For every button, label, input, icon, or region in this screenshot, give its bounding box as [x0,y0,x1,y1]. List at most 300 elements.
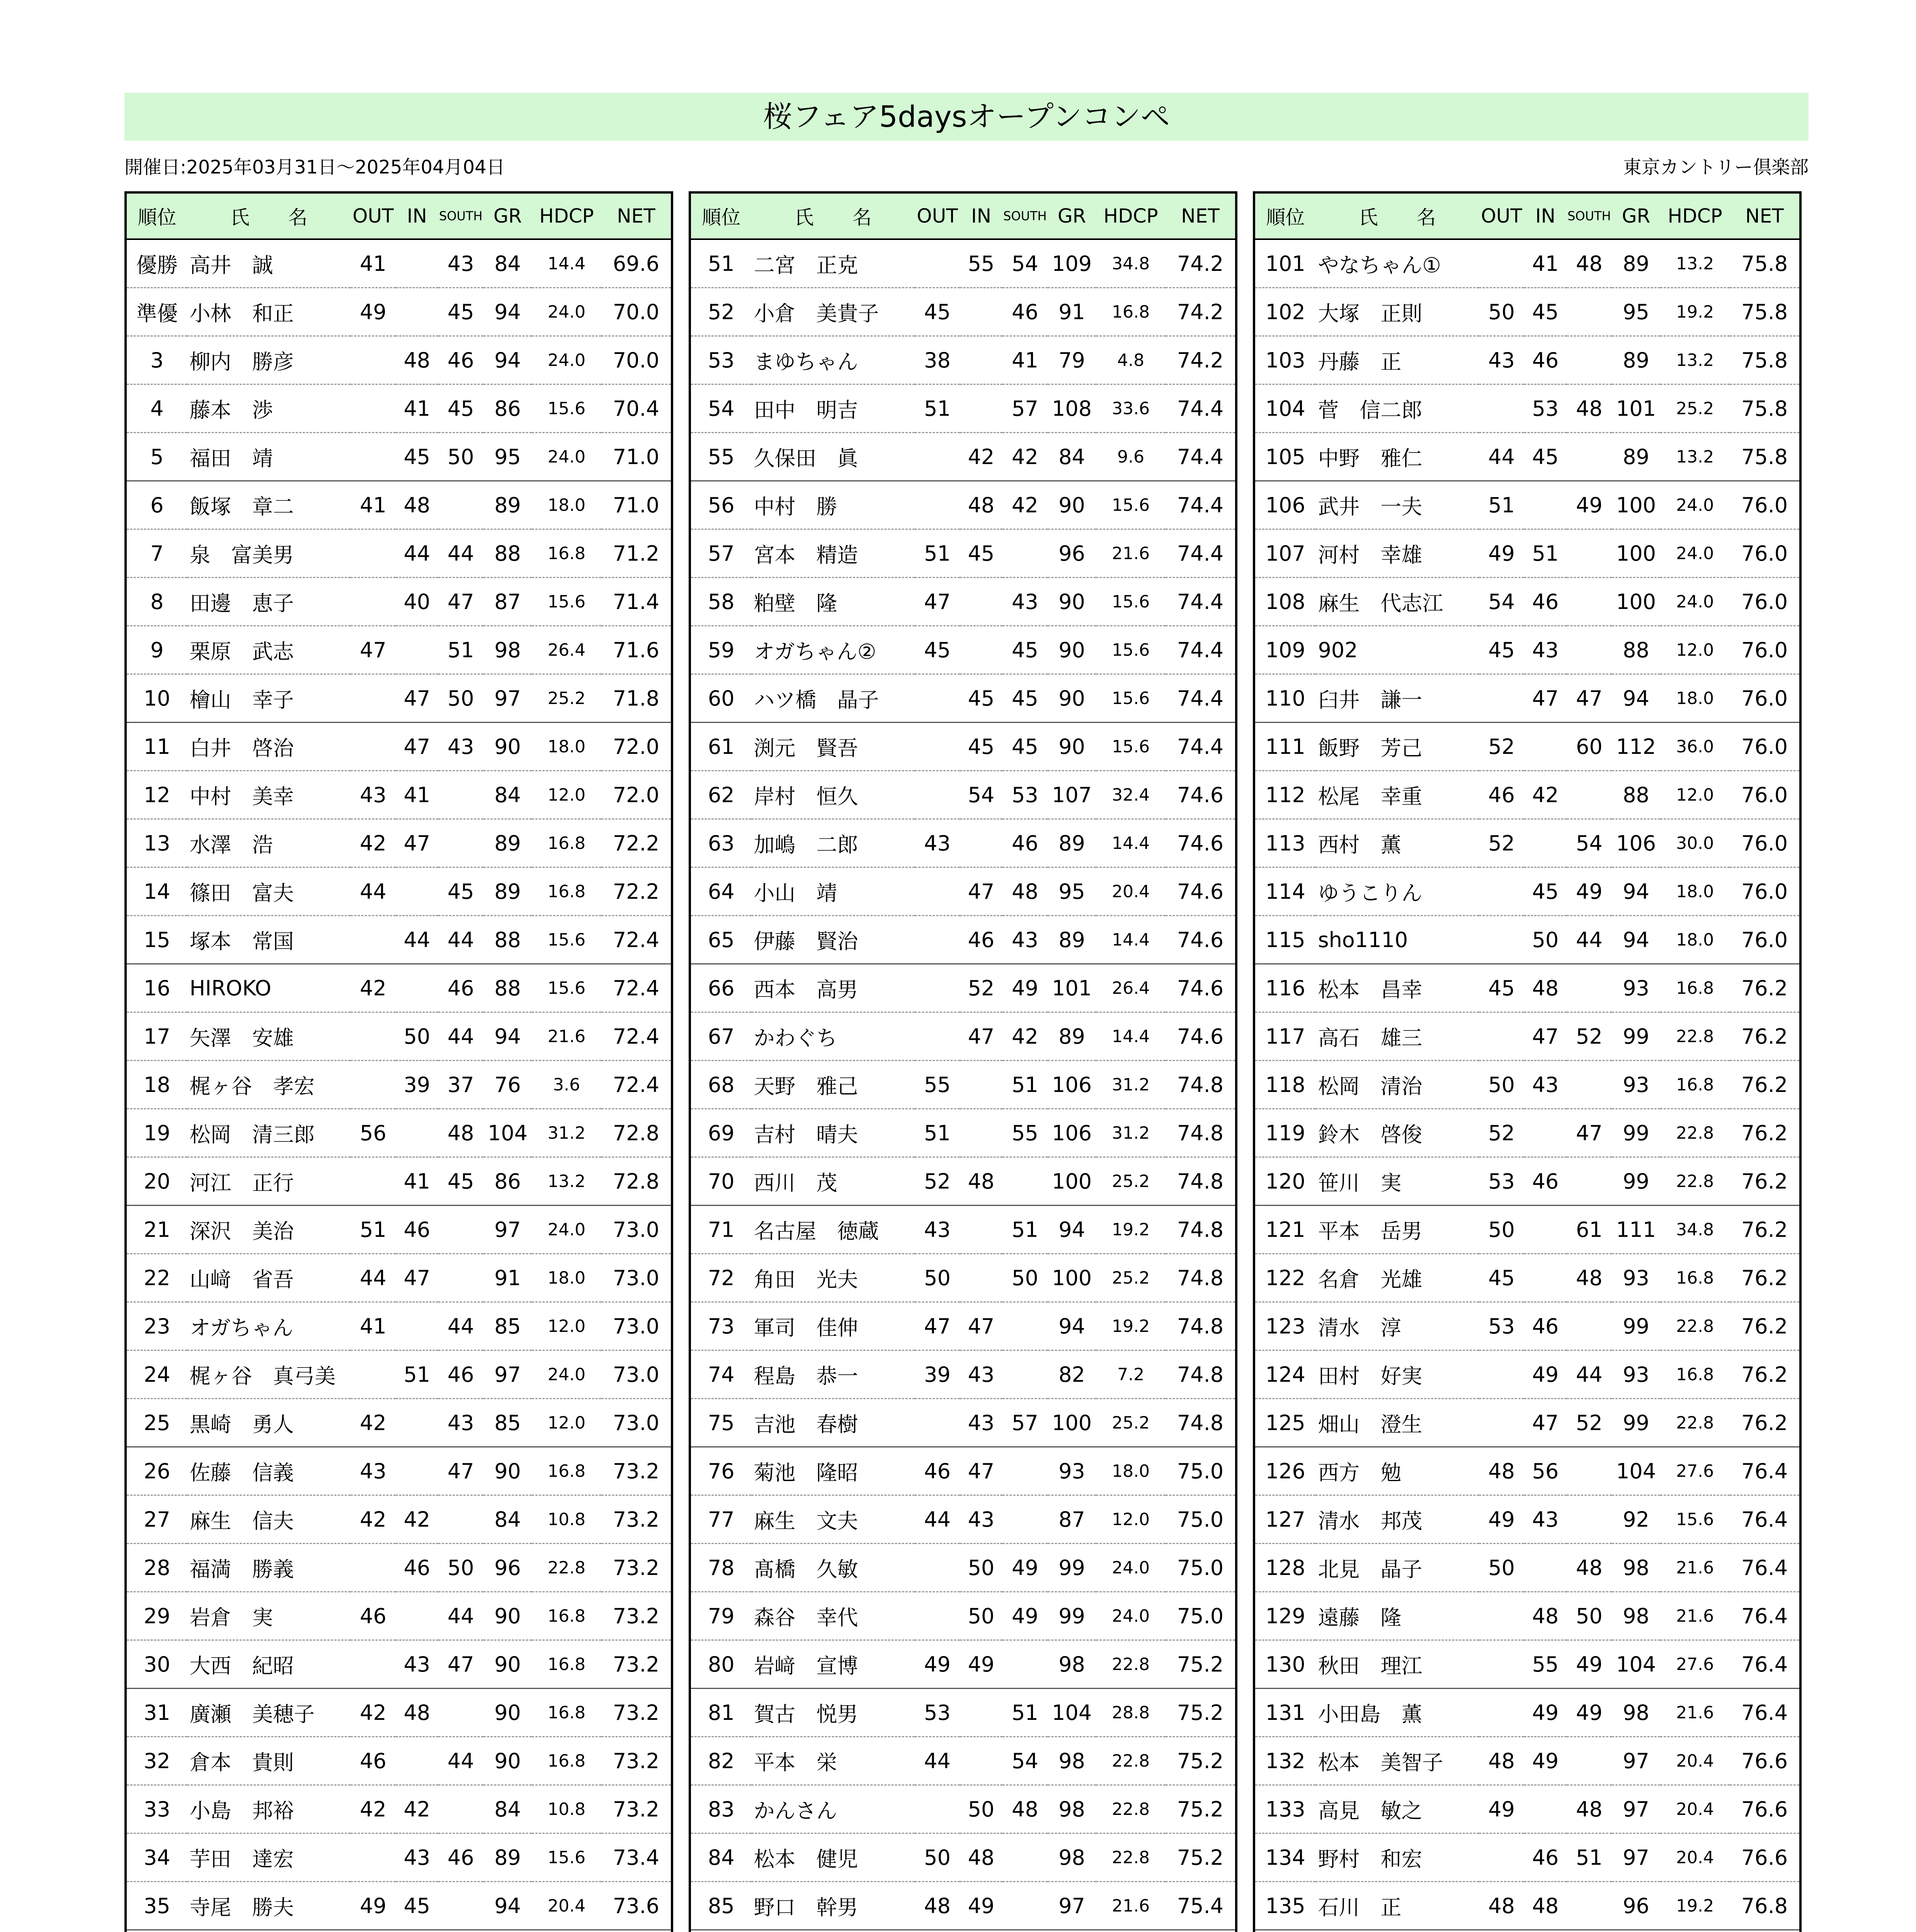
cell-in: 43 [1524,1061,1567,1109]
cell-out [915,481,960,529]
cell-out [1479,1689,1524,1737]
cell-gr: 89 [483,819,532,867]
cell-hdcp: 30.0 [1660,819,1730,867]
cell-name: 飯塚 章二 [187,481,350,529]
cell-gr: 107 [1048,771,1096,819]
cell-gr: 90 [483,1640,532,1689]
cell-rank: 13 [127,819,187,867]
cell-out [351,1930,396,1932]
cell-net: 74.6 [1166,867,1235,916]
cell-rank: 101 [1255,239,1315,288]
page-title: 桜フェア5daysオープンコンペ [124,93,1809,141]
cell-in [396,1302,438,1350]
cell-south [1567,964,1612,1012]
cell-south: 50 [438,1544,483,1592]
cell-gr: 86 [483,1157,532,1206]
cell-gr: 89 [1048,916,1096,964]
cell-hdcp: 12.0 [532,1399,601,1447]
table-row [1255,1737,1799,1785]
column-header-name: 氏 名 [1315,194,1479,239]
cell-out: 44 [915,1737,960,1785]
cell-rank: 8 [127,578,187,626]
cell-hdcp: 24.0 [532,1206,601,1254]
cell-hdcp: 20.4 [1096,867,1166,916]
column-header-south: SOUTH [1002,194,1048,239]
cell-in [960,1109,1002,1157]
cell-gr: 98 [1048,1737,1096,1785]
cell-hdcp: 34.8 [1096,239,1166,288]
cell-out [1479,1399,1524,1447]
cell-in [396,1399,438,1447]
cell-hdcp: 15.6 [1660,1495,1730,1544]
cell-out: 44 [915,1495,960,1544]
cell-in: 47 [960,1012,1002,1061]
cell-name: 高石 雄三 [1315,1012,1479,1061]
cell-south: 43 [438,239,483,288]
cell-out: 43 [1479,336,1524,384]
cell-gr: 94 [1612,916,1660,964]
cell-gr: 89 [483,481,532,529]
cell-in: 45 [960,529,1002,578]
cell-hdcp: 7.2 [1096,1350,1166,1399]
cell-net: 75.8 [1730,239,1799,288]
cell-rank: 125 [1255,1399,1315,1447]
cell-rank: 71 [691,1206,751,1254]
cell-gr: 96 [1612,1882,1660,1930]
cell-in: 41 [1524,239,1567,288]
cell-name: オガちゃん [187,1302,350,1350]
results-block-3 [1253,191,1802,1932]
table-row [127,529,671,578]
table-row [691,1012,1235,1061]
cell-name: 久保田 眞 [751,433,914,481]
cell-rank: 131 [1255,1689,1315,1737]
cell-out: 46 [1479,771,1524,819]
cell-name: 黒崎 勇人 [187,1399,350,1447]
cell-south: 44 [438,1737,483,1785]
cell-net: 74.8 [1166,1061,1235,1109]
cell-out [915,723,960,771]
cell-name: 深沢 美治 [187,1206,350,1254]
cell-hdcp: 14.4 [1096,1012,1166,1061]
cell-hdcp: 31.2 [1096,1109,1166,1157]
cell-name: 平本 岳男 [1315,1206,1479,1254]
table-row [691,1399,1235,1447]
cell-net [601,1930,671,1932]
table-row [127,1206,671,1254]
cell-net: 73.2 [601,1689,671,1737]
cell-name: 松岡 清治 [1315,1061,1479,1109]
cell-gr: 92 [1612,1495,1660,1544]
cell-hdcp: 24.0 [1096,1592,1166,1640]
table-row [127,1109,671,1157]
cell-south: 49 [1567,481,1612,529]
cell-gr: 88 [1612,626,1660,674]
cell-net: 70.0 [601,336,671,384]
cell-in: 43 [1524,626,1567,674]
cell-rank: 106 [1255,481,1315,529]
cell-name: 藤本 渉 [187,384,350,433]
cell-rank: 64 [691,867,751,916]
cell-in [960,1930,1002,1932]
cell-gr: 84 [483,239,532,288]
cell-out: 48 [1479,1882,1524,1930]
cell-rank: 82 [691,1737,751,1785]
cell-net: 74.8 [1166,1206,1235,1254]
cell-rank: 15 [127,916,187,964]
cell-name: 菅 信二郎 [1315,384,1479,433]
cell-south: 49 [1002,1592,1048,1640]
cell-rank: 6 [127,481,187,529]
cell-in [1524,819,1567,867]
cell-out [915,433,960,481]
cell-name: 平本 栄 [751,1737,914,1785]
cell-hdcp: 12.0 [1096,1495,1166,1544]
cell-gr: 84 [483,771,532,819]
cell-gr: 89 [1048,819,1096,867]
cell-south: 42 [1002,481,1048,529]
cell-name: 田中 明吉 [751,384,914,433]
column-header-out: OUT [915,194,960,239]
cell-in: 46 [1524,336,1567,384]
cell-out [351,1157,396,1206]
cell-rank: 85 [691,1882,751,1930]
cell-gr: 79 [1048,336,1096,384]
cell-name: かわぐち [751,1012,914,1061]
cell-rank: 126 [1255,1447,1315,1495]
cell-in [396,1930,438,1932]
cell-net: 72.4 [601,1012,671,1061]
cell-hdcp: 22.8 [1660,1012,1730,1061]
cell-in: 42 [960,433,1002,481]
cell-in: 43 [396,1833,438,1882]
cell-hdcp: 18.0 [1096,1447,1166,1495]
cell-hdcp: 15.6 [532,916,601,964]
table-row [691,1785,1235,1833]
cell-in [1524,1109,1567,1157]
table-row [127,674,671,723]
table-row [127,1833,671,1882]
cell-out: 43 [915,1206,960,1254]
cell-name: 遠藤 隆 [1315,1592,1479,1640]
cell-out: 43 [351,1447,396,1495]
cell-out [915,1544,960,1592]
cell-rank: 66 [691,964,751,1012]
cell-in [960,626,1002,674]
cell-net: 74.4 [1166,529,1235,578]
cell-rank: 135 [1255,1882,1315,1930]
cell-rank: 68 [691,1061,751,1109]
cell-rank: 32 [127,1737,187,1785]
cell-in [1524,723,1567,771]
cell-name: 河江 正行 [187,1157,350,1206]
cell-south: 47 [1567,1109,1612,1157]
cell-south: 54 [1002,239,1048,288]
cell-south: 53 [1002,771,1048,819]
cell-net: 76.6 [1730,1833,1799,1882]
cell-out [915,916,960,964]
cell-name [187,1930,350,1932]
cell-south: 57 [1002,1399,1048,1447]
table-row [1255,1544,1799,1592]
cell-gr: 90 [1048,578,1096,626]
cell-hdcp: 21.6 [1660,1689,1730,1737]
table-row [691,723,1235,771]
cell-name: 梶ヶ谷 孝宏 [187,1061,350,1109]
cell-net: 76.2 [1730,1157,1799,1206]
cell-name: 野村 和宏 [1315,1833,1479,1882]
cell-hdcp: 20.4 [1660,1737,1730,1785]
cell-rank: 78 [691,1544,751,1592]
cell-out: 50 [1479,1544,1524,1592]
cell-gr: 95 [483,433,532,481]
cell-name: 森谷 幸代 [751,1592,914,1640]
cell-out: 41 [351,239,396,288]
cell-south [1002,1350,1048,1399]
cell-out: 46 [351,1737,396,1785]
results-table [127,194,671,1932]
cell-rank: 29 [127,1592,187,1640]
cell-gr: 85 [483,1399,532,1447]
cell-rank: 準優 [127,288,187,336]
cell-net: 74.6 [1166,964,1235,1012]
cell-south [438,1785,483,1833]
cell-net: 76.6 [1730,1785,1799,1833]
cell-out [915,239,960,288]
cell-rank: 103 [1255,336,1315,384]
cell-rank: 5 [127,433,187,481]
table-row [1255,674,1799,723]
cell-name: 丹藤 正 [1315,336,1479,384]
cell-out [1479,1930,1524,1932]
cell-in: 54 [960,771,1002,819]
cell-in: 46 [396,1206,438,1254]
cell-gr: 100 [1048,1157,1096,1206]
cell-gr: 97 [483,674,532,723]
cell-net: 74.4 [1166,626,1235,674]
cell-in [396,626,438,674]
cell-gr: 89 [1612,336,1660,384]
cell-south: 44 [438,1592,483,1640]
table-row [691,1109,1235,1157]
column-header-hdcp: HDCP [532,194,601,239]
cell-net: 75.2 [1166,1737,1235,1785]
cell-in: 43 [960,1350,1002,1399]
cell-in: 45 [396,433,438,481]
table-row [127,1254,671,1302]
cell-net: 71.2 [601,529,671,578]
cell-south: 46 [1002,819,1048,867]
cell-rank: 24 [127,1350,187,1399]
cell-name: 倉本 貴則 [187,1737,350,1785]
cell-gr: 95 [1612,288,1660,336]
cell-south: 48 [1002,1785,1048,1833]
cell-gr: 93 [1048,1447,1096,1495]
cell-rank: 74 [691,1350,751,1399]
cell-name: 吉村 晴夫 [751,1109,914,1157]
cell-name: 加嶋 二郎 [751,819,914,867]
cell-hdcp: 13.2 [1660,239,1730,288]
cell-rank: 16 [127,964,187,1012]
cell-hdcp: 19.2 [1096,1302,1166,1350]
table-row [691,1447,1235,1495]
cell-gr: 99 [1048,1592,1096,1640]
cell-net: 76.6 [1730,1737,1799,1785]
cell-net: 72.8 [601,1109,671,1157]
table-row [691,771,1235,819]
cell-name: sho1110 [1315,916,1479,964]
table-row [691,433,1235,481]
table-row [127,964,671,1012]
cell-south: 47 [438,578,483,626]
cell-in: 46 [1524,578,1567,626]
cell-rank: 111 [1255,723,1315,771]
cell-name: 西川 茂 [751,1157,914,1206]
cell-out: 50 [1479,1061,1524,1109]
table-row [1255,964,1799,1012]
cell-name: 中村 勝 [751,481,914,529]
cell-hdcp: 16.8 [532,1447,601,1495]
cell-hdcp: 19.2 [1660,288,1730,336]
cell-out [351,1640,396,1689]
cell-gr: 99 [1612,1302,1660,1350]
cell-rank: 17 [127,1012,187,1061]
table-row [1255,819,1799,867]
cell-rank: 83 [691,1785,751,1833]
cell-in: 49 [1524,1689,1567,1737]
cell-south [1002,1302,1048,1350]
cell-hdcp: 24.0 [532,336,601,384]
cell-out: 49 [915,1640,960,1689]
cell-net: 74.2 [1166,288,1235,336]
cell-net: 75.0 [1166,1592,1235,1640]
cell-rank: 128 [1255,1544,1315,1592]
table-row [691,819,1235,867]
cell-hdcp: 25.2 [532,674,601,723]
column-header-gr: GR [483,194,532,239]
cell-gr: 97 [1612,1833,1660,1882]
cell-gr: 84 [483,1785,532,1833]
cell-south [1567,1495,1612,1544]
cell-south [1567,336,1612,384]
cell-gr [483,1930,532,1932]
event-date: 開催日:2025年03月31日～2025年04月04日 [124,156,505,178]
cell-hdcp: 24.0 [1660,578,1730,626]
table-row [1255,1689,1799,1737]
cell-net: 76.2 [1730,1206,1799,1254]
cell-south: 48 [1567,384,1612,433]
cell-hdcp: 22.8 [1096,1833,1166,1882]
cell-rank: 133 [1255,1785,1315,1833]
table-row [1255,1399,1799,1447]
cell-hdcp: 16.8 [532,819,601,867]
column-header-name: 氏 名 [751,194,914,239]
column-header-gr: GR [1048,194,1096,239]
cell-gr: 97 [483,1206,532,1254]
cell-south: 49 [1567,1640,1612,1689]
cell-name: 松本 美智子 [1315,1737,1479,1785]
table-row [127,1350,671,1399]
cell-gr: 98 [483,626,532,674]
table-row [691,1640,1235,1689]
cell-net: 71.0 [601,433,671,481]
cell-rank: 18 [127,1061,187,1109]
table-row [127,239,671,288]
table-row [127,771,671,819]
cell-in: 50 [1524,916,1567,964]
cell-hdcp: 16.8 [1660,1061,1730,1109]
table-row [691,1061,1235,1109]
cell-gr: 93 [1612,1254,1660,1302]
cell-south [438,1206,483,1254]
cell-name: 芋田 達宏 [187,1833,350,1882]
cell-out: 39 [915,1350,960,1399]
cell-hdcp: 18.0 [532,723,601,771]
cell-in: 42 [396,1495,438,1544]
cell-hdcp: 16.8 [1660,1254,1730,1302]
cell-name: 小林 和正 [187,288,350,336]
cell-rank: 67 [691,1012,751,1061]
cell-gr: 90 [483,1689,532,1737]
cell-in: 42 [396,1785,438,1833]
cell-rank: 118 [1255,1061,1315,1109]
cell-name: ゆうこりん [1315,867,1479,916]
cell-name: 栗原 武志 [187,626,350,674]
cell-in: 55 [1524,1640,1567,1689]
table-row [127,288,671,336]
cell-in: 56 [1524,1447,1567,1495]
table-row [1255,288,1799,336]
cell-gr: 91 [483,1254,532,1302]
cell-net: 76.2 [1730,1399,1799,1447]
cell-south: 48 [1567,1254,1612,1302]
cell-rank: 10 [127,674,187,723]
column-header-net: NET [1166,194,1235,239]
cell-in [960,384,1002,433]
cell-hdcp: 16.8 [532,529,601,578]
cell-in: 52 [960,964,1002,1012]
cell-rank: 107 [1255,529,1315,578]
cell-south [438,819,483,867]
cell-net: 74.4 [1166,723,1235,771]
cell-out: 51 [915,1109,960,1157]
cell-net: 73.0 [601,1254,671,1302]
cell-hdcp: 12.0 [1660,626,1730,674]
table-row [1255,1012,1799,1061]
cell-out: 53 [1479,1157,1524,1206]
cell-hdcp: 22.8 [1660,1302,1730,1350]
table-row [1255,481,1799,529]
table-row [127,819,671,867]
cell-rank: 57 [691,529,751,578]
cell-name: 宮本 精造 [751,529,914,578]
table-row [691,916,1235,964]
cell-out: 42 [351,1399,396,1447]
cell-gr: 89 [483,867,532,916]
cell-out: 43 [351,771,396,819]
cell-out: 52 [1479,1109,1524,1157]
results-table [691,194,1235,1932]
cell-hdcp: 16.8 [532,867,601,916]
table-header-row [691,194,1235,239]
cell-out: 51 [351,1206,396,1254]
cell-hdcp: 13.2 [1660,336,1730,384]
cell-hdcp: 22.8 [1660,1109,1730,1157]
table-row [1255,1254,1799,1302]
cell-gr: 89 [1048,1012,1096,1061]
cell-out [915,674,960,723]
table-row [127,1930,671,1932]
